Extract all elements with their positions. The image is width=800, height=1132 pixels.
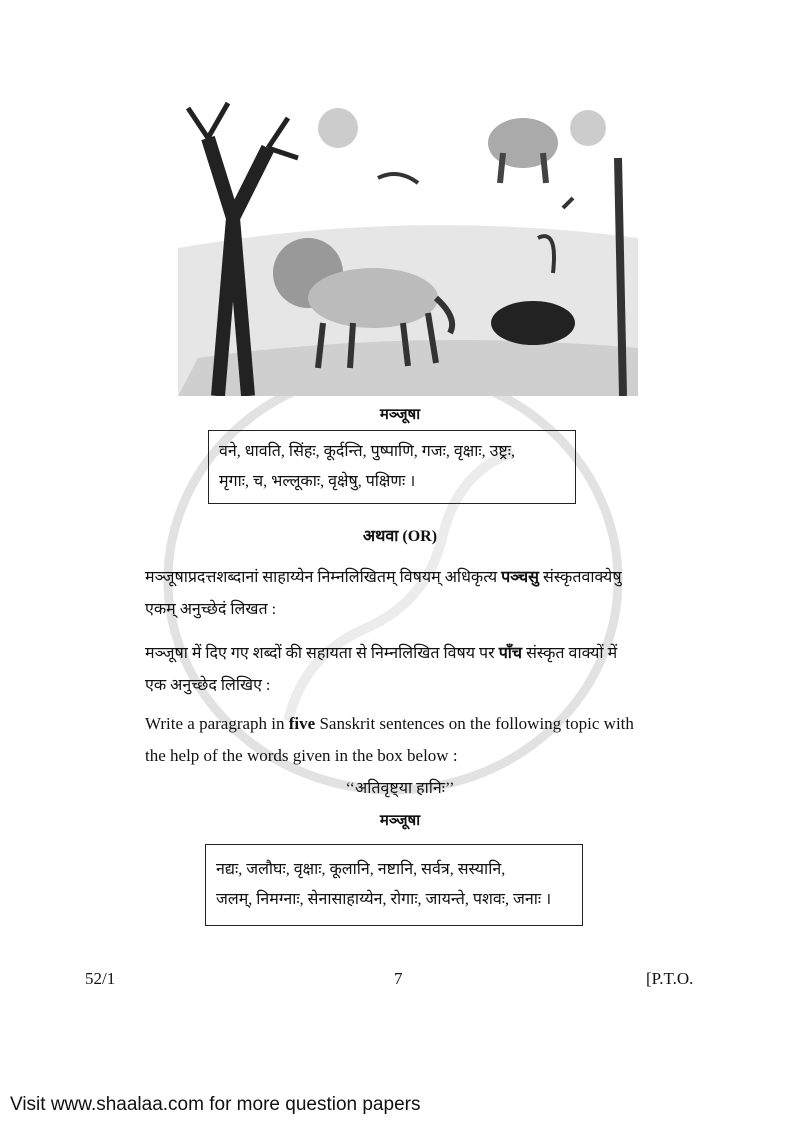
text: Write a paragraph in [145,714,289,733]
box1-title: मञ्जूषा [379,407,421,423]
pto-label: [P.T.O. [646,969,694,988]
word-box-1 [208,430,576,504]
hindi-instruction [145,638,657,670]
forest-animals-illustration [178,98,638,396]
box2-title: मञ्जूषा [379,813,421,829]
topic: ‘‘अतिवृष्ट्या हानिः’’ [345,780,455,797]
paper-code: 52/1 [85,969,116,988]
page-number: 7 [394,969,403,988]
sanskrit-instruction [145,562,657,594]
text: मञ्जूषाप्रदत्तशब्दानां साहाय्येन निम्नलिखितम् विषयम् अधिकृत्य [145,569,502,586]
footer [0,966,800,992]
text: Sanskrit sentences on the following topic with [315,714,634,733]
text: मञ्जूषा में दिए गए शब्दों की सहायता से निम्नलिखित विषय पर [145,645,499,662]
text: संस्कृत वाक्यों में [522,645,618,662]
word-box-2 [205,844,583,926]
or-label: अथवा (OR) [362,528,438,545]
hindi-instruction-line2: एक अनुच्छेद लिखिए : [145,677,271,694]
box2-line1: नद्यः, जलौघः, वृक्षाः, कूलानि, नष्टानि, सर्वत्र, सस्यानि, [216,861,506,878]
box1-line2: मृगाः, च, भल्लूकाः, वृक्षेषु, पक्षिणः । [219,473,416,490]
english-instruction-line2: the help of the words given in the box below : [145,746,458,765]
bold-text: five [288,714,316,733]
text: संस्कृतवाक्येषु [539,569,622,586]
box1-line1: वने, धावति, सिंहः, कूर्दन्ति, पुष्पाणि, गजः, वृक्षाः, उष्ट्रः, [219,443,515,460]
box2-line2: जलम्, निमग्नाः, सेनासाहाय्येन, रोगाः, जायन्ते, पशवः, जनाः । [216,891,552,908]
bold-text: पाँच [498,645,523,662]
english-instruction [145,708,657,740]
promo-banner: Visit www.shaalaa.com for more question papers [10,1094,421,1115]
bold-text: पञ्चसु [501,569,539,586]
sanskrit-instruction-line2: एकम् अनुच्छेदं लिखत : [145,601,277,618]
